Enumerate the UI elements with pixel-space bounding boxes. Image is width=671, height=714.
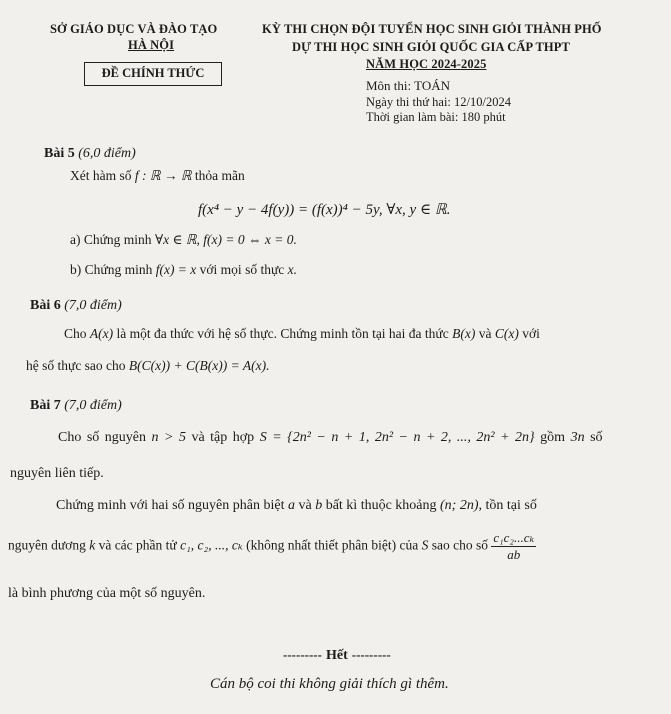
problem5-equation: f(x⁴ − y − 4f(y)) = (f(x))⁴ − 5y, ∀x, y ∈ ℝ. bbox=[198, 202, 451, 218]
problem6-heading: Bài 6 (7,0 điểm) bbox=[30, 298, 122, 313]
official-badge: ĐỀ CHÍNH THỨC bbox=[84, 62, 222, 86]
problem7-heading: Bài 7 (7,0 điểm) bbox=[30, 398, 122, 413]
exam-subtitle: DỰ THI HỌC SINH GIỎI QUỐC GIA CẤP THPT bbox=[292, 40, 570, 54]
department-city: HÀ NỘI bbox=[128, 38, 175, 52]
problem7-line1: Cho số nguyên n > 5 và tập hợp S = {2n² − n + 1, 2n² − n + 2, ..., 2n² + 2n} gồm 3n số bbox=[58, 430, 603, 445]
problem5-part-a: a) Chứng minh ∀x ∈ ℝ, f(x) = 0 ⇔ x = 0. bbox=[70, 232, 297, 247]
problem6-line2: hệ số thực sao cho B(C(x)) + C(B(x)) = A(x). bbox=[26, 358, 270, 373]
exam-duration: Thời gian làm bài: 180 phút bbox=[366, 110, 506, 124]
problem6-line1: Cho A(x) là một đa thức với hệ số thực. Chứng minh tồn tại hai đa thức B(x) và C(x) với bbox=[64, 326, 540, 341]
school-year: NĂM HỌC 2024-2025 bbox=[366, 57, 487, 71]
problem5-part-b: b) Chứng minh f(x) = x với mọi số thực x. bbox=[70, 262, 298, 277]
exam-date: Ngày thi thứ hai: 12/10/2024 bbox=[366, 95, 511, 109]
problem5-intro: Xét hàm số f : ℝ → ℝ thỏa mãn bbox=[70, 168, 245, 183]
exam-title: KỲ THI CHỌN ĐỘI TUYỂN HỌC SINH GIỎI THÀNH PHỐ bbox=[262, 22, 602, 36]
problem5-heading: Bài 5 (6,0 điểm) bbox=[44, 146, 136, 161]
subject: Môn thi: TOÁN bbox=[366, 78, 451, 93]
end-marker: --------- Hết --------- bbox=[283, 647, 391, 663]
proctor-note: Cán bộ coi thi không giải thích gì thêm. bbox=[210, 676, 449, 692]
problem7-line2: nguyên liên tiếp. bbox=[10, 466, 104, 481]
problem7-line4: nguyên dương k và các phần tử c₁, c₂, ..., cₖ (không nhất thiết phân biệt) của S sao cho số $\frac{\text{c₁c₂...cₖ}}{ab}$ bbox=[8, 530, 535, 562]
product-fraction: $\frac{\text{c₁c₂...cₖ}}{ab}$ bbox=[493, 530, 535, 562]
problem7-line5: là bình phương của một số nguyên. bbox=[8, 586, 206, 601]
problem7-line3: Chứng minh với hai số nguyên phân biệt a và b bất kì thuộc khoảng (n; 2n), tồn tại số bbox=[56, 498, 537, 513]
department-name: SỞ GIÁO DỤC VÀ ĐÀO TẠO bbox=[50, 22, 218, 36]
